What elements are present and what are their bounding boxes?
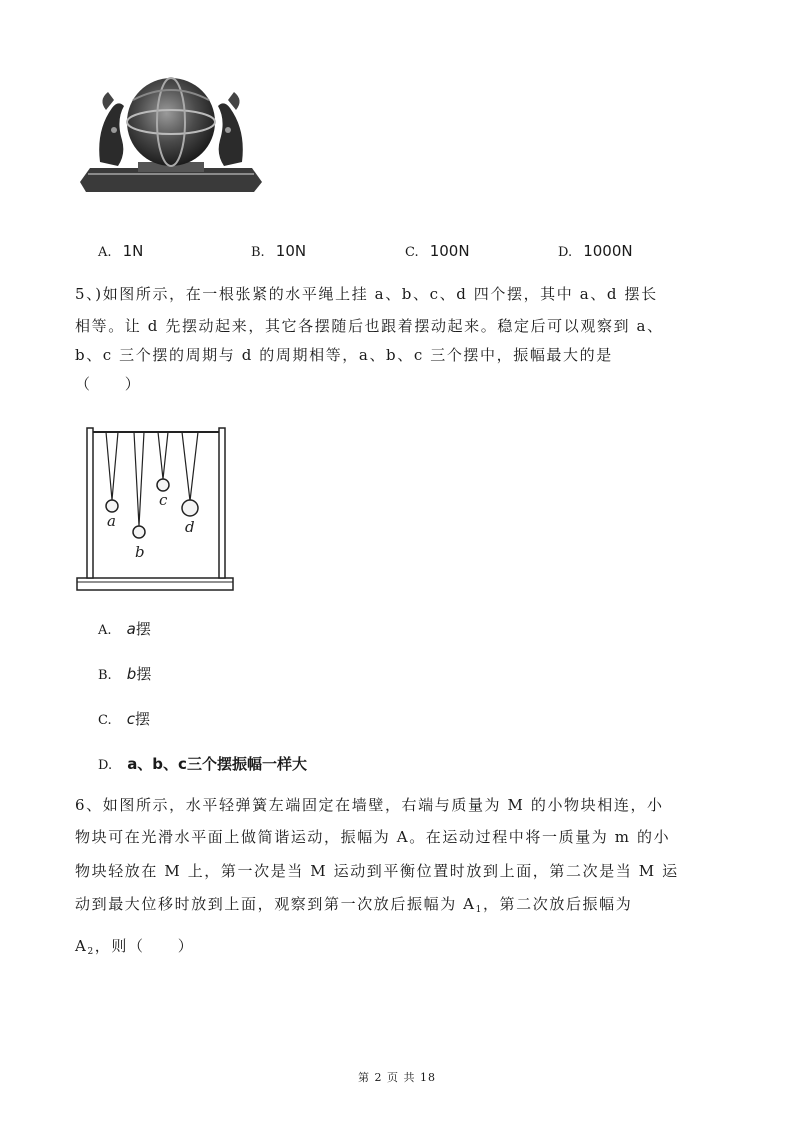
frame-right-post xyxy=(219,428,225,578)
page-number-footer: 第 2 页 共 18 xyxy=(358,1071,436,1084)
q6-stem-line-3: 物块轻放在 M 上，第一次是当 M 运动到平衡位置时放到上面，第二次是当 M 运 xyxy=(75,862,679,880)
frame-base xyxy=(77,578,233,590)
label-c: c xyxy=(159,491,168,509)
pendulum-c xyxy=(157,479,169,491)
q4-option-d: D. 1000N xyxy=(558,242,633,260)
q5-stem-line-1: 5、)如图所示，在一根张紧的水平绳上挂 a、b、c、d 四个摆，其中 a、d 摆长 xyxy=(75,285,658,303)
q6-stem-line-5: $A_2$，则（ ） xyxy=(75,937,195,957)
pendulum-a xyxy=(106,500,118,512)
q4-option-c: C. 100N xyxy=(405,242,470,260)
pendulum-b xyxy=(133,526,145,538)
q5-option-d: D. a、b、c三个摆振幅一样大 xyxy=(98,755,307,773)
q5-stem-line-2: 相等。让 d 先摆动起来，其它各摆随后也跟着摆动起来。稳定后可以观察到 a、 xyxy=(75,317,664,335)
label-a: a xyxy=(107,512,116,530)
q4-option-a: A. 1N xyxy=(98,242,144,260)
pendulum-d xyxy=(182,500,198,516)
frame-left-post xyxy=(87,428,93,578)
q4-option-b: B. 10N xyxy=(251,242,307,260)
q5-stem-line-3: b、c 三个摆的周期与 d 的周期相等，a、b、c 三个摆中，振幅最大的是 xyxy=(75,346,613,364)
q5-stem-line-4: （ ） xyxy=(75,375,142,393)
armillary-sphere-image xyxy=(78,70,264,196)
pendulum-frame-figure xyxy=(76,424,234,594)
q5-option-b: B. b摆 xyxy=(98,665,152,683)
q5-option-c: C. c摆 xyxy=(98,710,150,728)
label-b: b xyxy=(135,543,145,561)
label-d: d xyxy=(185,518,195,536)
q6-stem-line-2: 物块可在光滑水平面上做简谐运动，振幅为 A。在运动过程中将一质量为 m 的小 xyxy=(75,828,671,846)
q6-stem-line-4: 动到最大位移时放到上面，观察到第一次放后振幅为 $A_1$，第二次放后振幅为 xyxy=(75,895,633,915)
q5-option-a: A. a摆 xyxy=(98,620,151,638)
q6-stem-line-1: 6、如图所示，水平轻弹簧左端固定在墙壁，右端与质量为 M 的小物块相连，小 xyxy=(75,796,664,814)
